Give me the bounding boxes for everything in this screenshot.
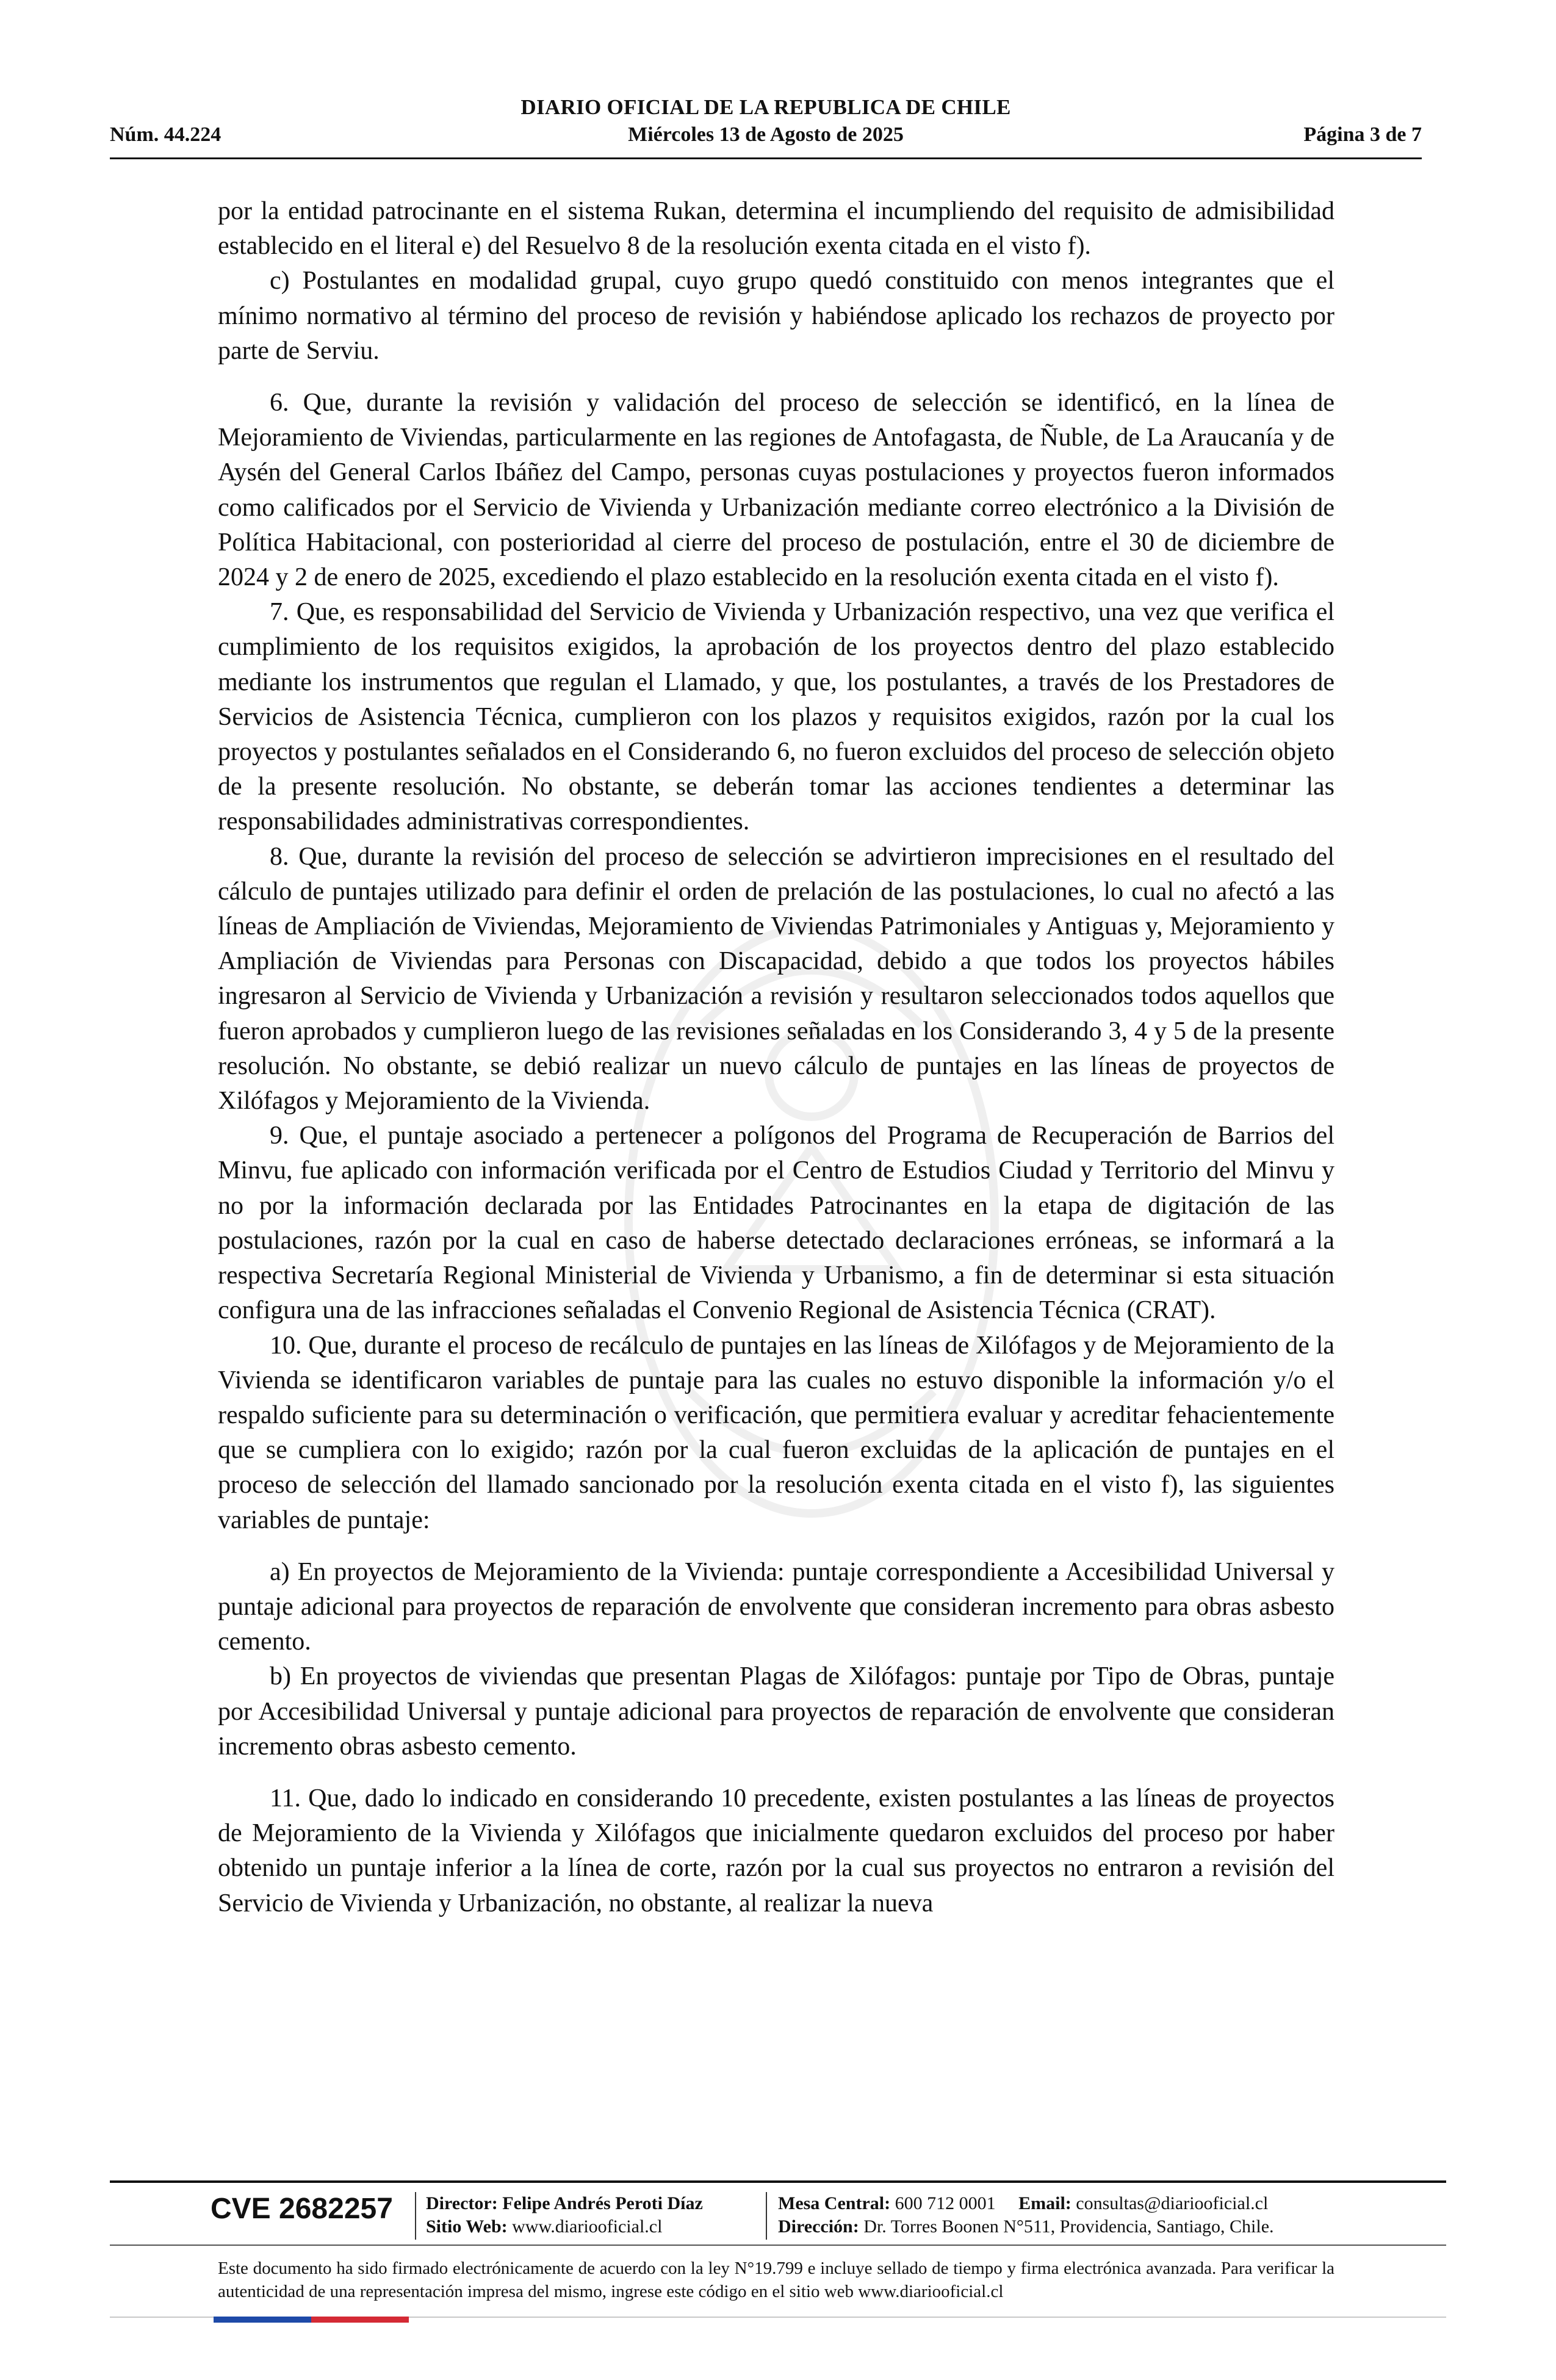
address-value: Dr. Torres Boonen N°511, Providencia, Santiago, Chile. bbox=[863, 2216, 1274, 2237]
paragraph-considerando-11: 11. Que, dado lo indicado en considerando 10 precedente, existen postulantes a las líneas de proyectos de Mejoramiento de la Vivienda y Xilófagos que inicialmente quedaron excluidos del proceso por haber obtenido un puntaje inferior a la línea de corte, razón por la cual sus proyectos no entraron a revisión del Servicio de Vivienda y Urbanización, no obstante, al realizar la nueva bbox=[218, 1784, 1334, 1917]
address-label: Dirección: bbox=[778, 2216, 859, 2237]
phone-label: Mesa Central: bbox=[778, 2193, 891, 2213]
flag-stripe-blue bbox=[214, 2317, 311, 2323]
phone-value: 600 712 0001 bbox=[895, 2193, 996, 2213]
footer-contact-block bbox=[778, 2192, 1274, 2238]
paragraph-item-a: a) En proyectos de Mejoramiento de la Vivienda: puntaje correspondiente a Accesibilidad Universal y puntaje adicional para proyectos de reparación de envolvente que consideran incremento para obras asbesto cemento. bbox=[218, 1557, 1334, 1656]
paragraph-considerando-9: 9. Que, el puntaje asociado a pertenecer a polígonos del Programa de Recuperación de Barrios del Minvu, fue aplicado con información verificada por el Centro de Estudios Ciudad y Territorio del Minvu y no por la información declarada por las Entidades Patrocinantes en la etapa de digitación de las postulaciones, razón por la cual en caso de haberse detectado declaraciones erróneas, se informará a la respectiva Secretaría Regional Ministerial de Vivienda y Urbanismo, a fin de determinar si esta situación configura una de las infracciones señaladas el Convenio Regional de Asistencia Técnica (CRAT). bbox=[218, 1122, 1334, 1325]
issue-number: Núm. 44.224 bbox=[110, 123, 222, 146]
newspaper-title: DIARIO OFICIAL DE LA REPUBLICA DE CHILE bbox=[520, 95, 1011, 119]
email-label: Email: bbox=[1018, 2193, 1072, 2213]
header-divider bbox=[110, 157, 1422, 159]
footer-separator bbox=[415, 2192, 416, 2240]
email-link[interactable]: consultas@diariooficial.cl bbox=[1076, 2193, 1269, 2213]
director-name: Felipe Andrés Peroti Díaz bbox=[502, 2193, 703, 2213]
footer-separator bbox=[766, 2192, 767, 2240]
legal-notice: Este documento ha sido firmado electrónicamente de acuerdo con la ley N°19.799 e incluye sellado de tiempo y firma electrónica avanzada. Para verificar la autenticidad de una representación impresa del mismo, ingrese este código en el sitio web www.diariooficial.cl bbox=[218, 2259, 1334, 2301]
footer-director-block bbox=[426, 2192, 703, 2238]
page-header bbox=[110, 92, 1422, 159]
page-number: Página 3 de 7 bbox=[1303, 123, 1422, 146]
footer-divider-thin bbox=[110, 2245, 1446, 2246]
paragraph-item-b: b) En proyectos de viviendas que presentan Plagas de Xilófagos: puntaje por Tipo de Obras, puntaje por Accesibilidad Universal y puntaje adicional para proyectos de reparación de envolvente que consideran incremento obras asbesto cemento. bbox=[218, 1662, 1334, 1761]
director-label: Director: bbox=[426, 2193, 498, 2213]
paragraph-continuation: por la entidad patrocinante en el sistema Rukan, determina el incumpliendo del requisito de admisibilidad establecido en el literal e) del Resuelvo 8 de la resolución exenta citada en el visto f). bbox=[218, 197, 1334, 261]
paragraph-considerando-6: 6. Que, durante la revisión y validación del proceso de selección se identificó, en la línea de Mejoramiento de Viviendas, particularmente en las regiones de Antofagasta, de Ñuble, de La Araucanía y de Aysén del General Carlos Ibáñez del Campo, personas cuyas postulaciones y proyectos fueron informados como calificados por el Servicio de Vivienda y Urbanización mediante correo electrónico a la División de Política Habitacional, con posterioridad al cierre del proceso de postulación, entre el 30 de diciembre de 2024 y 2 de enero de 2025, excediendo el plazo establecido en la resolución exenta citada en el visto f). bbox=[218, 389, 1334, 592]
flag-stripe-red bbox=[311, 2317, 409, 2323]
footer-divider bbox=[110, 2180, 1446, 2183]
cve-code: CVE 2682257 bbox=[211, 2193, 393, 2225]
website-label: Sitio Web: bbox=[426, 2216, 508, 2237]
paragraph-considerando-8: 8. Que, durante la revisión del proceso de selección se advirtieron imprecisiones en el resultado del cálculo de puntajes utilizado para definir el orden de prelación de las postulaciones, lo cual no afectó a las líneas de Ampliación de Viviendas, Mejoramiento de Viviendas Patrimoniales y Antiguas y, Mejoramiento y Ampliación de Viviendas para Personas con Discapacidad, debido a que todos los proyectos hábiles ingresaron al Servicio de Vivienda y Urbanización a revisión y resultaron seleccionados todos aquellos que fueron aprobados y cumplieron luego de las revisiones señaladas en los Considerando 3, 4 y 5 de la presente resolución. No obstante, se debió realizar un nuevo cálculo de puntajes en las líneas de proyectos de Xilófagos y Mejoramiento de la Vivienda. bbox=[218, 842, 1334, 1116]
website-link[interactable]: www.diariooficial.cl bbox=[512, 2216, 663, 2237]
paragraph-considerando-7: 7. Que, es responsabilidad del Servicio de Vivienda y Urbanización respectivo, una vez que verifica el cumplimiento de los requisitos exigidos, la aprobación de los proyectos dentro del plazo establecido mediante los instrumentos que regulan el Llamado, y que, los postulantes, a través de los Prestadores de Servicios de Asistencia Técnica, cumplieron con los plazos y requisitos exigidos, razón por la cual los proyectos y postulantes señalados en el Considerando 6, no fueron excluidos del proceso de selección objeto de la presente resolución. No obstante, se deberán tomar las acciones tendientes a determinar las responsabilidades administrativas correspondientes. bbox=[218, 598, 1334, 836]
paragraph-considerando-10: 10. Que, durante el proceso de recálculo de puntajes en las líneas de Xilófagos y de Mejoramiento de la Vivienda se identificaron variables de puntaje para las cuales no estuvo disponible la información y/o el respaldo suficiente para su determinación o verificación, que permitiera evaluar y acreditar fehacientemente que se cumpliera con lo exigido; razón por la cual fueron excluidas de la aplicación de puntajes en el proceso de selección del llamado sancionado por la resolución exenta citada en el visto f), las siguientes variables de puntaje: bbox=[218, 1331, 1334, 1534]
issue-date: Miércoles 13 de Agosto de 2025 bbox=[628, 123, 904, 146]
document-body bbox=[218, 194, 1334, 1921]
paragraph-item-c: c) Postulantes en modalidad grupal, cuyo grupo quedó constituido con menos integrantes que el mínimo normativo al término del proceso de revisión y habiéndose aplicado los rechazos de proyecto por parte de Serviu. bbox=[218, 267, 1334, 365]
